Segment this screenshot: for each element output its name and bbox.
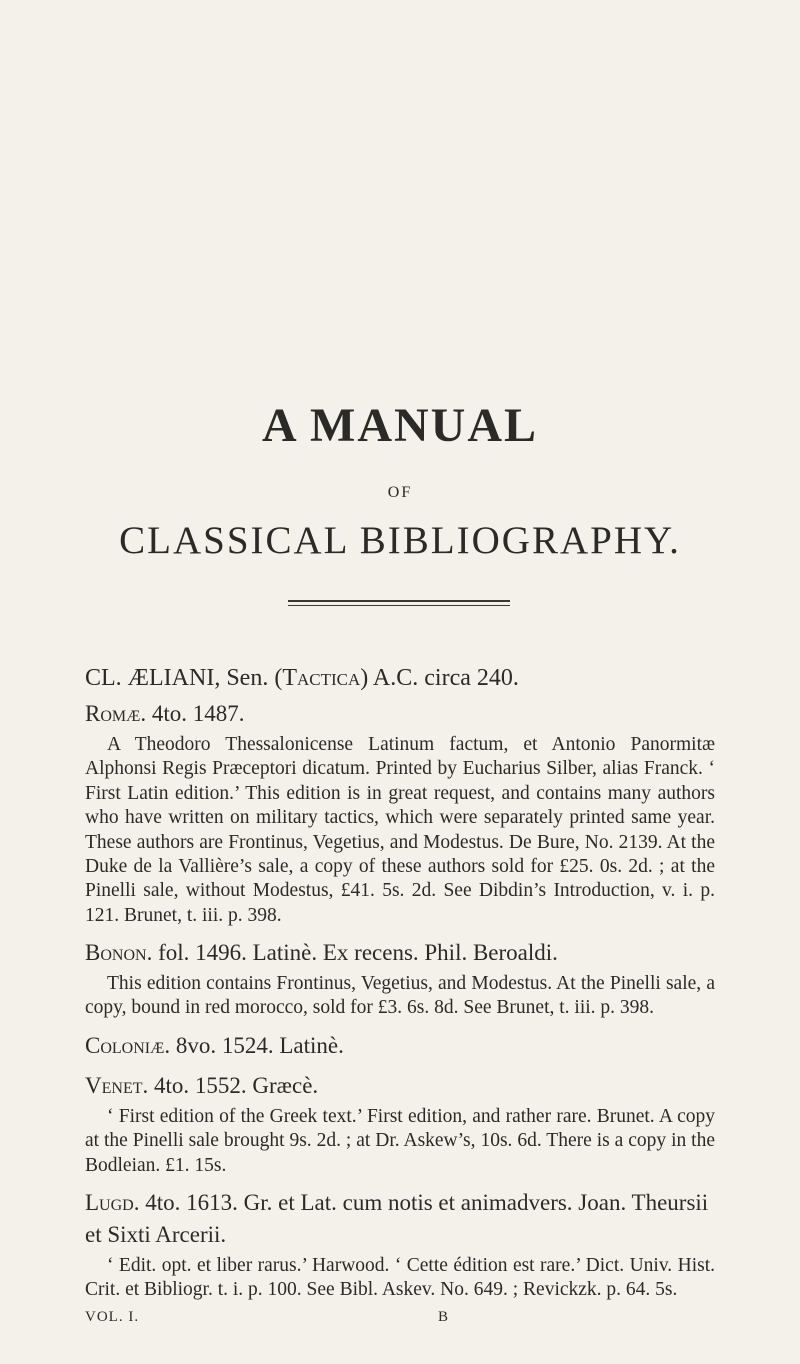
work-title: Tactica <box>282 665 361 691</box>
book-title: A MANUAL <box>262 399 538 452</box>
edition-heading-coloniae: Coloniæ. 8vo. 1524. Latinè. <box>85 1033 344 1058</box>
edition-heading-rome: Romæ. 4to. 1487. <box>85 701 245 726</box>
book-subtitle: CLASSICAL BIBLIOGRAPHY. <box>119 519 681 562</box>
place-name: Coloniæ <box>85 1033 165 1058</box>
place-name: Romæ <box>85 701 141 726</box>
edition-note-rome: A Theodoro Thessalonicense Latinum factum, et Antonio Panormitæ Alphonsi Regis Præceptori dicatum. Printed by Eucharius Silber, alias Franck. ‘ First Latin edition.’ This edition is in great request, and contains many authors who have written on military tactics, which were separately printed same year. These authors are Frontinus, Vegetius, and Modestus. De Bure, No. 2139. At the Duke de la Vallière’s sale, a copy of these authors sold for £25. 0s. 2d. ; at the Pinelli sale, without Modestus, £41. 5s. 2d. See Dibdin’s Introduction, v. i. p. 121. Brunet, t. iii. p. 398. <box>85 734 715 926</box>
place-name: Bonon <box>85 940 147 965</box>
decorative-rule <box>288 600 510 606</box>
volume-marker: VOL. I. <box>85 1309 140 1325</box>
edition-heading-lugd: Lugd. 4to. 1613. Gr. et Lat. cum notis et animadvers. Joan. Theursii et Sixti Arcerii. <box>85 1190 709 1247</box>
entry-heading: CL. ÆLIANI, Sen. (Tactica) A.C. circa 240. <box>85 665 519 691</box>
place-name: Lugd <box>85 1190 134 1215</box>
edition-note-bonon: This edition contains Frontinus, Vegetius, and Modestus. At the Pinelli sale, a copy, bound in red morocco, sold for £3. 6s. 8d. See Brunet, t. iii. p. 398. <box>85 973 715 1019</box>
edition-note-venet: ‘ First edition of the Greek text.’ First edition, and rather rare. Brunet. A copy at the Pinelli sale brought 9s. 2d. ; at Dr. Askew’s, 10s. 6d. There is a copy in the Bodleian. £1. 15s. <box>85 1106 715 1176</box>
title-connector: OF <box>387 484 413 501</box>
edition-note-lugd: ‘ Edit. opt. et liber rarus.’ Harwood. ‘ Cette édition est rare.’ Dict. Univ. Hist. Crit. et Bibliogr. t. i. p. 100. See Bibl. Askev. No. 649. ; Revickzk. p. 64. 5s. <box>85 1255 715 1301</box>
edition-heading-bonon: Bonon. fol. 1496. Latinè. Ex recens. Phil. Beroaldi. <box>85 940 558 965</box>
signature-mark: B <box>438 1309 450 1325</box>
edition-heading-venet: Venet. 4to. 1552. Græcè. <box>85 1073 319 1098</box>
place-name: Venet <box>85 1073 143 1098</box>
